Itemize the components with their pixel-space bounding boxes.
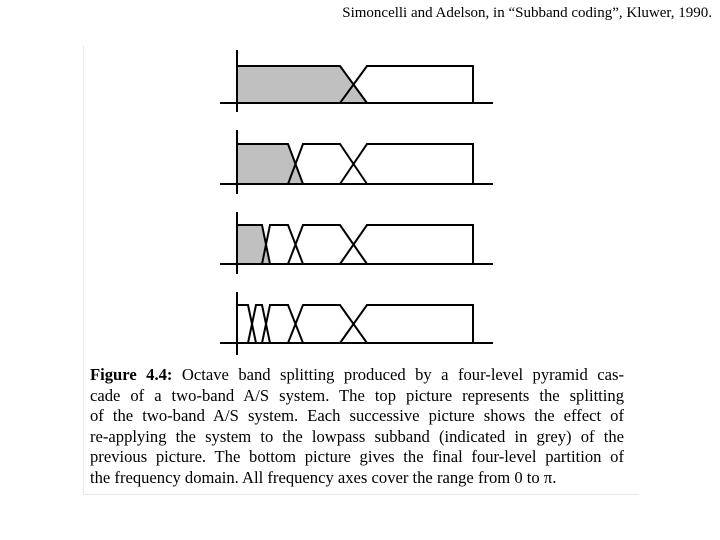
caption-line-5: previous picture. The bottom picture gives the final four-level partition of: [90, 447, 624, 466]
caption-line-6: the frequency domain. All frequency axes cover the range from 0 to π.: [90, 467, 557, 487]
lowpass-band-grey: [237, 66, 367, 103]
band-5-edge: [340, 305, 473, 343]
level-1-panel: [220, 50, 493, 112]
lowpass-band-grey: [237, 144, 303, 184]
band-4-edge: [340, 225, 473, 264]
caption-line-1-text: Octave band splitting produced by a four-level pyramid cas-: [172, 365, 624, 384]
caption-line-4: re-applying the system to the lowpass subband (indicated in grey) of the: [90, 426, 624, 446]
band-3-edge: [340, 144, 473, 184]
figure-caption: [90, 365, 624, 488]
figure-label: Figure 4.4:: [90, 365, 173, 384]
band-1-edge: [237, 305, 256, 343]
caption-line-1: [90, 365, 624, 386]
caption-line-3: of the two-band A/S system. Each successive picture shows the effect of: [90, 406, 624, 425]
caption-line-2: cade of a two-band A/S system. The top picture represents the splitting: [90, 385, 624, 405]
attribution-text: Simoncelli and Adelson, in “Subband coding”, Kluwer, 1990.: [342, 5, 712, 21]
level-4-panel: [220, 292, 493, 355]
level-2-panel: [220, 130, 493, 194]
level-3-panel: [220, 212, 493, 274]
